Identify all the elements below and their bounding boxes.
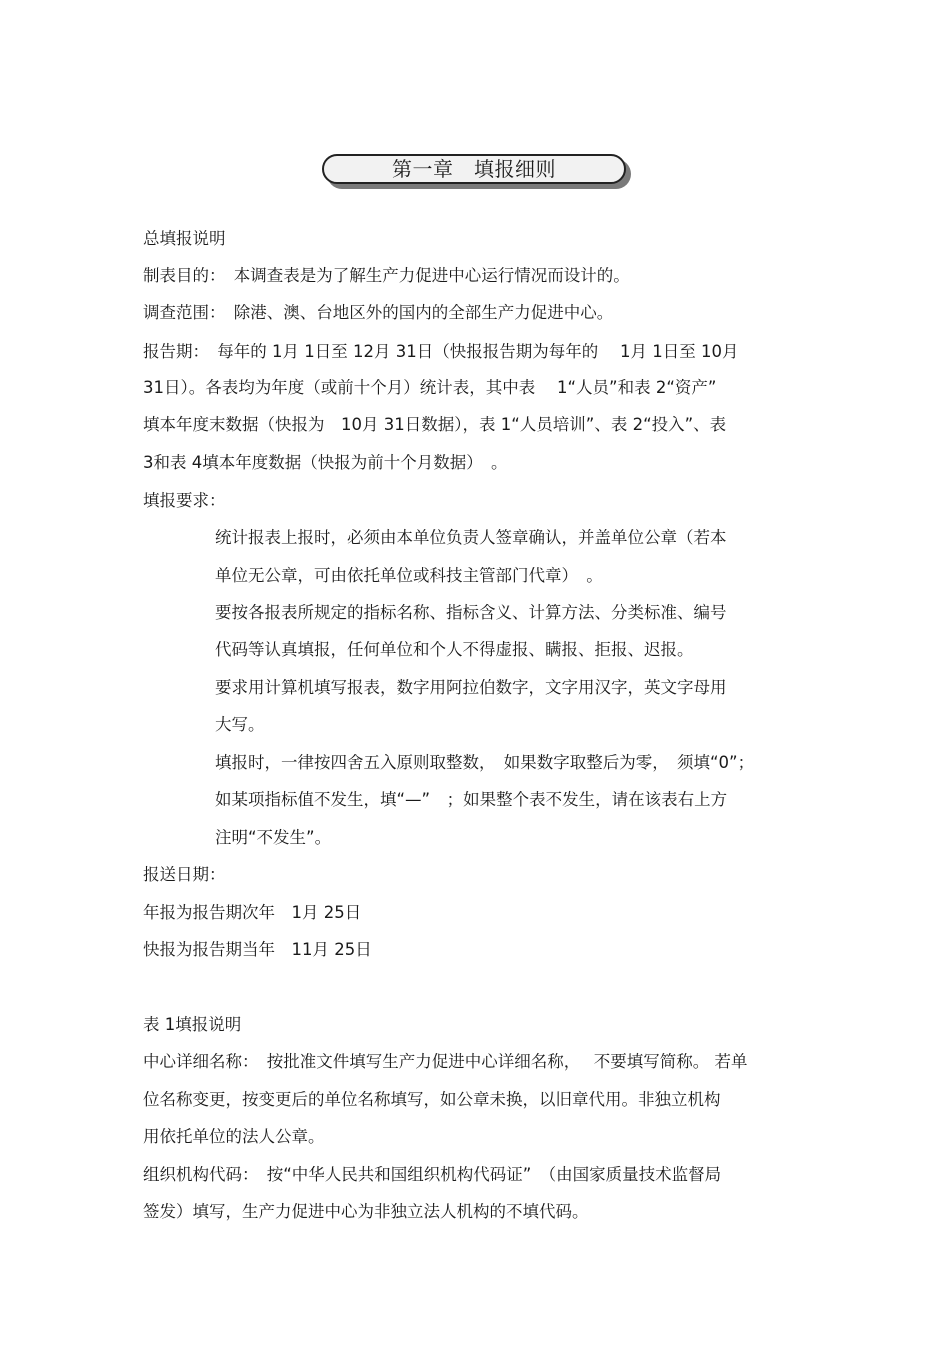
chapter-title-banner: [322, 154, 632, 190]
general-heading: 总填报说明: [143, 229, 226, 248]
requirement-line: 代码等认真填报，任何单位和个人不得虚报、瞒报、拒报、迟报。: [215, 640, 694, 659]
period-line: 31日）。各表均为年度（或前十个月）统计表，其中表 1“人员”和表 2“资产”: [143, 378, 717, 397]
submit-flash: 快报为报告期当年 11月 25日: [143, 940, 372, 959]
table1-heading: 表 1填报说明: [143, 1015, 242, 1034]
requirement-line: 大写。: [215, 715, 265, 734]
purpose-line: 制表目的： 本调查表是为了解生产力促进中心运行情况而设计的。: [143, 266, 630, 285]
requirement-line: 填报时，一律按四舍五入原则取整数， 如果数字取整后为零， 须填“0”；: [215, 753, 755, 772]
center-name-line: 中心详细名称： 按批准文件填写生产力促进中心详细名称， 不要填写简称。 若单: [143, 1052, 748, 1071]
org-code-line: 签发）填写，生产力促进中心为非独立法人机构的不填代码。: [143, 1202, 589, 1221]
org-code-line: 组织机构代码： 按“中华人民共和国组织机构代码证” （由国家质量技术监督局: [143, 1165, 722, 1184]
period-line: 3和表 4填本年度数据（快报为前十个月数据） 。: [143, 453, 508, 472]
center-name-line: 位名称变更，按变更后的单位名称填写，如公章未换，以旧章代用。非独立机构: [143, 1090, 721, 1109]
requirement-line: 统计报表上报时，必须由本单位负责人签章确认，并盖单位公章（若本: [215, 528, 727, 547]
period-line: 填本年度末数据（快报为 10月 31日数据），表 1“人员培训”、表 2“投入”、表: [143, 415, 727, 434]
requirement-line: 注明“不发生”。: [215, 828, 332, 847]
requirement-line: 要求用计算机填写报表，数字用阿拉伯数字，文字用汉字，英文字母用: [215, 678, 727, 697]
requirement-line: 单位无公章，可由依托单位或科技主管部门代章） 。: [215, 566, 603, 585]
submit-annual: 年报为报告期次年 1月 25日: [143, 903, 362, 922]
submit-heading: 报送日期：: [143, 865, 226, 884]
requirement-line: 要按各报表所规定的指标名称、指标含义、计算方法、分类标准、编号: [215, 603, 727, 622]
center-name-line: 用依托单位的法人公章。: [143, 1127, 325, 1146]
scope-line: 调查范围： 除港、澳、台地区外的国内的全部生产力促进中心。: [143, 303, 614, 322]
chapter-title: 第一章 填报细则: [322, 154, 626, 184]
requirement-line: 如某项指标值不发生，填“—” ；如果整个表不发生，请在该表右上方: [215, 790, 728, 809]
requirements-heading: 填报要求：: [143, 491, 226, 510]
period-line: 报告期： 每年的 1月 1日至 12月 31日（快报报告期为每年的 1月 1日至 10月: [143, 342, 739, 361]
